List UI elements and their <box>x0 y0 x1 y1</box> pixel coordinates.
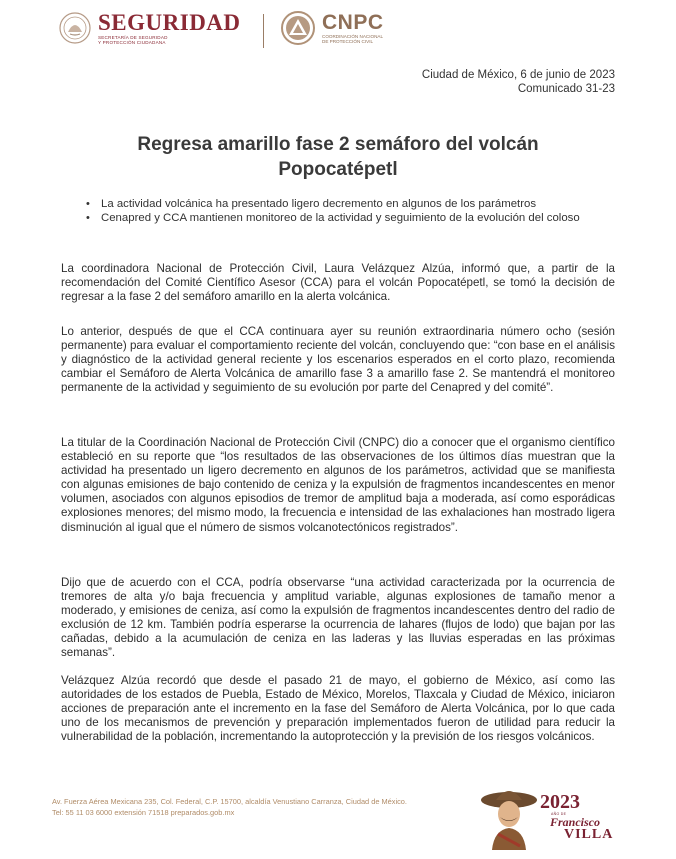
cnpc-subtitle-1: COORDINACIÓN NACIONAL <box>322 33 384 39</box>
civil-protection-emblem-icon <box>280 10 316 46</box>
summary-bullets <box>86 198 616 225</box>
villa-tagline: AÑO DE <box>551 812 567 816</box>
bullet-dot-icon: • <box>86 198 90 210</box>
bullet-item <box>86 212 616 226</box>
place-date: Ciudad de México, 6 de junio de 2023 <box>421 69 615 81</box>
villa-year: 2023 <box>540 791 580 813</box>
villa-surname: VILLA <box>564 827 614 842</box>
seguridad-subtitle-2: Y PROTECCIÓN CIUDADANA <box>98 40 166 45</box>
bullet-text: La actividad volcánica ha presentado ligero decremento en algunos de los parámetros <box>101 198 537 210</box>
cnpc-logo <box>280 10 384 46</box>
seguridad-title: SEGURIDAD <box>98 9 241 35</box>
seguridad-subtitle-1: SECRETARÍA DE SEGURIDAD <box>98 34 168 40</box>
francisco-villa-portrait-icon <box>478 784 540 850</box>
body-paragraph-4: Dijo que de acuerdo con el CCA, podría observarse “una actividad caracterizada por la ocurrencia de tremores de alta y/o baja frecuencia y amplitud variable, algunas explosiones de tamaño menor a moderado, y emisiones de ceniza, así como la expulsión de fragmentos incandescentes dentro del radio de exclusión de 12 km. También podría esperarse la ocurrencia de lahares (flujos de lodo) que bajan por las cañadas, debido a la acumulación de ceniza en las laderas y las lluvias esperadas en las próximas semanas”. <box>61 576 615 660</box>
body-paragraph-2: Lo anterior, después de que el CCA continuara ayer su reunión extraordinaria número ocho (sesión permanente) para evaluar el comportamiento reciente del volcán, concluyendo que: “con base en el análisis y diagnóstico de la actividad general reciente y los escenarios esperados en el corto plazo, recomienda cambiar el Semáforo de Alerta Volcánica de amarillo fase 3 a amarillo fase 2. Se mantendrá el monitoreo permanente de la actividad y seguimiento de su evolución por parte del Cenapred y del comité”. <box>61 325 615 395</box>
dateline <box>422 68 615 96</box>
bullet-dot-icon: • <box>86 211 90 224</box>
body-paragraph-5: Velázquez Alzúa recordó que desde el pasado 21 de mayo, el gobierno de México, así como las autoridades de los estados de Puebla, Estado de México, Morelos, Tlaxcala y Ciudad de México, iniciaron acciones de preparación ante el incremento en la fase del Semáforo de Alerta Volcánica, por lo que cada uno de los mecanismos de prevención y preparación implementados fueron de utilidad para reducir la vulnerabilidad de la población, incrementando la autoprotección y la previsión de los riesgos volcánicos. <box>61 674 615 744</box>
seguridad-logo <box>58 10 241 46</box>
footer-contact: Tel: 55 11 03 6000 extensión 71518 preparados.gob.mx <box>52 808 235 817</box>
bullet-item <box>86 198 616 212</box>
body-paragraph-1: La coordinadora Nacional de Protección Civil, Laura Velázquez Alzúa, informó que, a partir de la recomendación del Comité Científico Asesor (CCA) para el volcán Popocatépetl, se tomó la decisión de regresar a la fase 2 del semáforo amarillo en la alerta volcánica. <box>61 262 615 304</box>
title-line-1: Regresa amarillo fase 2 semáforo del volcán <box>137 134 539 155</box>
footer-address: Av. Fuerza Aérea Mexicana 235, Col. Federal, C.P. 15700, alcaldía Venustiano Carranza, Ciudad de México. <box>52 797 407 806</box>
letterhead <box>58 10 458 54</box>
footer-address-block <box>52 796 407 818</box>
villa-name: Francisco <box>550 815 601 829</box>
bullet-text: Cenapred y CCA mantienen monitoreo de la actividad y seguimiento de la evolución del coloso <box>101 211 580 224</box>
cnpc-subtitle-2: DE PROTECCIÓN CIVIL <box>322 39 374 44</box>
title-line-2: Popocatépetl <box>278 159 398 180</box>
national-coat-of-arms-icon <box>58 10 92 46</box>
cnpc-title: CNPC <box>322 10 384 34</box>
body-paragraph-3: La titular de la Coordinación Nacional de Protección Civil (CNPC) dio a conocer que el organismo científico estableció en su reporte que “los resultados de las observaciones de los últimos días muestran que la actividad ha presentado un ligero decremento en algunos de los parámetros, actividad que se manifiesta con algunas emisiones de bajo contenido de ceniza y la expulsión de fragmentos incandescentes en menor volumen, asociados con algunos episodios de tremor de amplitud baja a moderada, así como esporádicas explosiones menores; del mismo modo, la frecuencia e intensidad de las exhalaciones han mostrado ligera disminución al igual que el número de sismos volcanotectónicos registrados”. <box>61 436 615 534</box>
release-number: Comunicado 31-23 <box>517 83 615 95</box>
header-divider <box>263 14 264 48</box>
page-title <box>70 132 606 182</box>
francisco-villa-logo <box>478 784 628 850</box>
